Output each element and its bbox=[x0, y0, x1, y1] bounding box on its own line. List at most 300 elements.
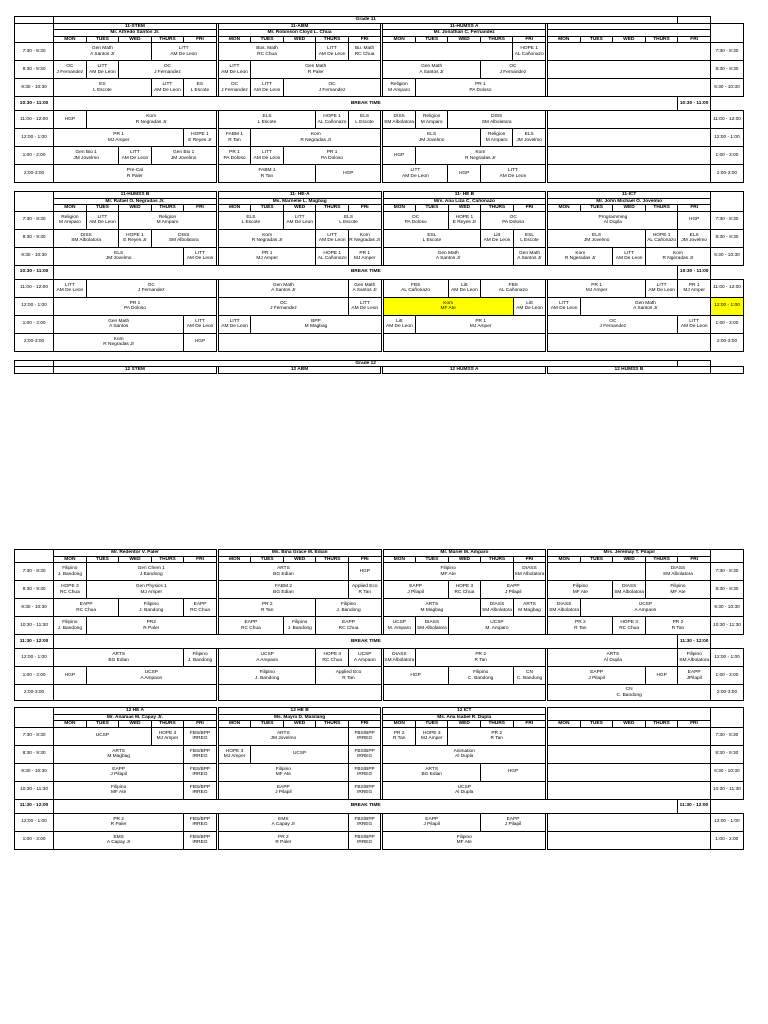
class-cell: OC PA Doloso bbox=[481, 211, 546, 229]
section-adviser: Ms. Ana Isabel R. Dupla bbox=[383, 714, 546, 721]
time-cell: 12:00 - 1:00 bbox=[15, 129, 54, 147]
day-header: FRI bbox=[678, 721, 711, 728]
time-cell: 10:30 - 11:00 bbox=[15, 97, 54, 111]
class-cell: Kom R Ngeradas Jr bbox=[548, 247, 613, 265]
day-header: MON bbox=[383, 36, 416, 43]
day-header: MON bbox=[218, 36, 251, 43]
break-time: BREAK TIME bbox=[54, 799, 678, 813]
class-cell: Religion M Amparo bbox=[480, 129, 513, 147]
day-header: FRI bbox=[513, 556, 546, 563]
day-header: THURS bbox=[645, 721, 678, 728]
class-cell: Gen Math A Santos Jr bbox=[218, 279, 348, 297]
class-cell: ARTS M Magbag bbox=[383, 599, 481, 617]
class-cell: ARTS BG Edian bbox=[383, 763, 481, 781]
class-cell: Kom R Negradas Jr bbox=[218, 229, 316, 247]
time-cell: 11:30 - 12:00 bbox=[678, 799, 711, 813]
day-header: THURS bbox=[151, 556, 184, 563]
section-name: 12 ICT bbox=[383, 708, 546, 715]
class-cell: Litt AM De Leon bbox=[513, 297, 546, 315]
class-cell: Gen Physics 1 MJ Amper bbox=[86, 581, 216, 599]
class-cell: LITT AM De Leon bbox=[480, 165, 545, 183]
class-cell: FBS/BPP IRREG bbox=[348, 831, 381, 849]
class-cell: UCSP A Ampaon bbox=[349, 649, 382, 667]
class-cell: HGP bbox=[383, 667, 448, 685]
class-cell: DIASS SM Albolatora bbox=[481, 599, 514, 617]
class-cell: Gen Math A Santos Jr bbox=[383, 61, 481, 79]
class-cell: ELS L Escote bbox=[316, 211, 381, 229]
class-cell: HOPE 1 AL Cañonazo bbox=[316, 247, 349, 265]
section-name: 11-ICT bbox=[548, 192, 711, 199]
time-cell: 11:30 - 12:00 bbox=[15, 799, 54, 813]
class-cell: LITT AM De Leon bbox=[86, 61, 119, 79]
class-cell: Religion M Amparo bbox=[54, 211, 87, 229]
class-cell: UCSP A Ampaon bbox=[86, 667, 216, 685]
time-cell: 1:00 - 2:00 bbox=[15, 667, 54, 685]
class-cell: Pre-Cal R Paler bbox=[54, 165, 217, 183]
time-cell: 11:00 - 12:00 bbox=[15, 279, 54, 297]
class-cell: LITT AM De Leon bbox=[348, 297, 381, 315]
section-adviser: Mr. John Michael O. Jovelmo bbox=[548, 198, 711, 205]
class-cell: Filipino J. Bandong bbox=[184, 649, 217, 667]
class-cell: Bu. Math RC Chua bbox=[348, 43, 381, 61]
time-cell: 10:30 - 11:30 bbox=[710, 617, 743, 635]
time-cell: 7:30 - 8:30 bbox=[15, 727, 54, 745]
day-header: MON bbox=[383, 556, 416, 563]
class-cell: Filipino MF Ate bbox=[383, 563, 513, 581]
class-cell: FBS/BPP IRREG bbox=[348, 745, 381, 763]
class-cell: PR 2 R Tan bbox=[218, 599, 316, 617]
day-header: THURS bbox=[645, 556, 678, 563]
section-adviser: Mr. Rafael O. Negradas Jr. bbox=[54, 198, 217, 205]
class-cell: LITT AM De Leon bbox=[151, 43, 216, 61]
class-cell: PR 1 MJ Amper bbox=[54, 129, 184, 147]
day-header: MON bbox=[218, 205, 251, 212]
time-cell: 9:30 - 10:30 bbox=[710, 247, 743, 265]
section-adviser: Mrs. Jeremay T. Pilapil bbox=[548, 550, 711, 557]
class-cell: FBS/BPP IRREG bbox=[184, 781, 217, 799]
day-header: THURS bbox=[151, 721, 184, 728]
class-cell: LITT AM De Leon bbox=[251, 79, 284, 97]
class-cell: OC J Fernandez bbox=[86, 279, 216, 297]
class-cell: EAPP RC Chua bbox=[316, 617, 381, 635]
class-cell: UCSP Al Dupla bbox=[383, 781, 546, 799]
section-adviser: Ms. Bina Grace M. Edian bbox=[218, 550, 381, 557]
day-header: WED bbox=[448, 205, 481, 212]
class-cell: HOPE 1 E Reyes Jr bbox=[184, 129, 217, 147]
class-cell: OC J Fernandez bbox=[119, 61, 217, 79]
class-cell: PR 2 R Tan bbox=[548, 617, 613, 635]
time-cell-highlighted: 12:00 - 1:00 bbox=[710, 297, 743, 315]
class-cell: EAPP J Pilapil bbox=[54, 763, 184, 781]
time-cell: 12:00 - 1:00 bbox=[15, 813, 54, 831]
class-cell: Gen Math A Santos Jr bbox=[54, 43, 152, 61]
grade12-schedule bbox=[14, 549, 744, 850]
section-name: 12 ABM bbox=[218, 367, 381, 374]
time-cell: 8:30 - 9:30 bbox=[15, 745, 54, 763]
day-header: TUES bbox=[416, 205, 449, 212]
time-cell: 8:30 - 9:30 bbox=[15, 581, 54, 599]
class-cell: EAPP J Pilapil bbox=[480, 813, 545, 831]
class-cell: DISS SM Albolatora bbox=[448, 111, 546, 129]
day-header: WED bbox=[448, 36, 481, 43]
day-header: WED bbox=[119, 556, 152, 563]
class-cell: PR2 R Paler bbox=[86, 617, 216, 635]
class-cell: HOPE 1 AL Cañonazo bbox=[513, 43, 546, 61]
day-header: WED bbox=[283, 205, 316, 212]
time-cell: 7:30 - 8:30 bbox=[710, 727, 743, 745]
class-cell: Gen Chem 1 J Bandong bbox=[86, 563, 216, 581]
class-cell: Kom R Negradas Jr bbox=[415, 147, 545, 165]
class-cell: FABM 2 BG Edian bbox=[218, 581, 348, 599]
class-cell: ES L Escote bbox=[54, 79, 152, 97]
break-time: BREAK TIME bbox=[54, 97, 678, 111]
time-cell: 8:30 - 9:30 bbox=[710, 61, 743, 79]
class-cell: PR 1 MJ Amper bbox=[218, 247, 316, 265]
time-cell: 2:00-3:00 bbox=[15, 333, 54, 351]
grade12-table-top bbox=[14, 549, 744, 701]
day-header: WED bbox=[283, 556, 316, 563]
section-adviser: Mr. Jonathan C. Fernandez bbox=[383, 30, 546, 37]
day-header: TUES bbox=[251, 721, 284, 728]
day-header: TUES bbox=[86, 36, 119, 43]
time-cell: 1:00 - 2:00 bbox=[710, 315, 743, 333]
class-cell: Applied Eco R Tan bbox=[349, 581, 382, 599]
time-cell: 9:30 - 10:30 bbox=[15, 763, 54, 781]
class-cell: PR 2 R Tan bbox=[383, 727, 416, 745]
class-cell: HGP bbox=[448, 165, 481, 183]
class-cell: ES L Escote bbox=[184, 79, 217, 97]
day-header: MON bbox=[548, 556, 581, 563]
day-header: MON bbox=[218, 556, 251, 563]
class-cell: DIASS SM Albolatora bbox=[383, 649, 416, 667]
class-cell: Gen Math A Santos Jr bbox=[348, 279, 381, 297]
class-cell: PR 1 MJ Amper bbox=[416, 315, 546, 333]
class-cell: ELS JM Jovelmo bbox=[383, 129, 481, 147]
class-cell: FBS AL Cañonazo bbox=[481, 279, 546, 297]
class-cell: DIASS SM Albolatora bbox=[548, 599, 581, 617]
class-cell: EAPP J Pilapil bbox=[481, 581, 546, 599]
class-cell: LITT AM De Leon bbox=[316, 229, 349, 247]
class-cell: Filipino MF Ate bbox=[383, 831, 546, 849]
grade12-title: Grade 12 bbox=[54, 360, 678, 367]
grade11-table-top bbox=[14, 16, 744, 183]
day-header: THURS bbox=[151, 36, 184, 43]
class-cell: LITT AM De Leon bbox=[218, 61, 251, 79]
class-cell: LITT AM De Leon bbox=[678, 315, 711, 333]
day-header: TUES bbox=[251, 556, 284, 563]
time-cell: 9:30 - 10:30 bbox=[15, 247, 54, 265]
time-cell: 10:30 - 11:00 bbox=[678, 97, 711, 111]
time-cell: 10:30 - 11:00 bbox=[678, 265, 711, 279]
day-header: TUES bbox=[416, 556, 449, 563]
class-cell: FBS/BPP IRREG bbox=[348, 727, 381, 745]
time-cell: 2:00-3:00 bbox=[710, 333, 743, 351]
class-cell: LITT AM De Leon bbox=[184, 247, 217, 265]
class-cell: DIASS SM Albolatora bbox=[613, 581, 646, 599]
section-adviser: Mr. Alfredo Santos Jr. bbox=[54, 30, 217, 37]
day-header: WED bbox=[283, 721, 316, 728]
class-cell: PR 2 R Tan bbox=[448, 727, 546, 745]
day-header: TUES bbox=[580, 556, 613, 563]
class-cell: HOPE 3 RC Chua bbox=[613, 617, 646, 635]
day-header: MON bbox=[383, 721, 416, 728]
day-header: TUES bbox=[86, 721, 119, 728]
class-cell: HGP bbox=[54, 111, 87, 129]
class-cell: Religion M Amparo bbox=[119, 211, 217, 229]
class-cell: CN C. Bandong bbox=[513, 667, 546, 685]
day-header: FRI bbox=[348, 36, 381, 43]
day-header: FRI bbox=[184, 205, 217, 212]
class-cell: DISS SM Albolatora bbox=[54, 229, 119, 247]
class-cell: Filipino J. Bandong bbox=[218, 667, 316, 685]
class-cell: FBS AL Cañonazo bbox=[383, 279, 448, 297]
time-cell: 8:30 - 9:30 bbox=[710, 745, 743, 763]
class-cell: ARTS BG Edian bbox=[54, 649, 184, 667]
class-cell: LITT AM De Leon bbox=[645, 279, 678, 297]
class-cell: Filipino J. Bandong bbox=[119, 599, 184, 617]
class-cell: Kom R Negradas Jr bbox=[86, 111, 216, 129]
time-cell: 11:00 - 12:00 bbox=[710, 279, 743, 297]
section-name: 12 HUMSS A bbox=[383, 367, 546, 374]
class-cell: Kom R Ngeradas Jr bbox=[645, 247, 710, 265]
class-cell: HGP bbox=[54, 667, 87, 685]
time-cell: 11:30 - 12:00 bbox=[15, 635, 54, 649]
day-header: MON bbox=[54, 721, 87, 728]
class-cell: PR 2 R Paler bbox=[54, 813, 184, 831]
class-cell: Kom R Negradas Jr bbox=[251, 129, 381, 147]
class-cell: FBS/BPP IRREG bbox=[348, 763, 381, 781]
time-cell: 11:00 - 12:00 bbox=[15, 111, 54, 129]
day-header: FRI bbox=[513, 721, 546, 728]
class-cell: EAPP JPilapil bbox=[678, 667, 711, 685]
time-cell: 1:00 - 2:00 bbox=[15, 147, 54, 165]
class-cell: Gen Bio 1 JM Jovelmo bbox=[151, 147, 216, 165]
day-header: FRI bbox=[513, 205, 546, 212]
class-cell: HGP bbox=[383, 147, 416, 165]
class-cell: BPP M Magbag bbox=[251, 315, 381, 333]
class-cell: LITT AM De Leon bbox=[86, 211, 119, 229]
class-cell: HOPE 3 RC Chua bbox=[448, 581, 481, 599]
day-header: MON bbox=[547, 36, 580, 43]
day-header: TUES bbox=[86, 556, 119, 563]
day-header: WED bbox=[613, 556, 646, 563]
time-cell: 9:30 - 10:30 bbox=[15, 599, 54, 617]
time-cell: 8:30 - 9:30 bbox=[710, 581, 743, 599]
time-cell: 12:00 - 1:00 bbox=[710, 129, 743, 147]
class-cell: PR 1 PA Doloso bbox=[283, 147, 381, 165]
section-name: 11-HUMSS A bbox=[383, 23, 546, 30]
class-cell: OC J Fernandez bbox=[283, 79, 381, 97]
time-cell: 8:30 - 9:30 bbox=[15, 229, 54, 247]
class-cell: Filipino J. Bandong bbox=[54, 563, 87, 581]
time-cell: 1:00 - 2:00 bbox=[710, 147, 743, 165]
time-cell: 12:00 - 1:00 bbox=[710, 649, 743, 667]
class-cell: Gen Math A Santos bbox=[54, 315, 184, 333]
class-cell: ARTS M Magbag bbox=[513, 599, 546, 617]
class-cell: Litt AM De Leon bbox=[481, 229, 514, 247]
class-cell: Programming Al Dupla bbox=[548, 211, 678, 229]
class-cell: DIASS SM Albolatora bbox=[645, 563, 710, 581]
class-cell: HOPE 1 AL Cañonazo bbox=[316, 111, 349, 129]
class-cell: Religion M Amparo bbox=[415, 111, 448, 129]
time-cell: 2:00-3:00 bbox=[710, 165, 743, 183]
day-header: TUES bbox=[580, 36, 613, 43]
time-cell: 1:00 - 2:00 bbox=[710, 831, 743, 849]
section-adviser: Mr. Robinson Cloyd L. Chua bbox=[218, 30, 381, 37]
time-cell: 7:30 - 8:30 bbox=[710, 563, 743, 581]
section-adviser: Mr. Mariel M. Amparo bbox=[383, 550, 546, 557]
class-cell: OC PA Doloso bbox=[383, 211, 448, 229]
class-cell: LITT AM De Leon bbox=[54, 279, 87, 297]
time-cell: 8:30 - 9:30 bbox=[15, 61, 54, 79]
day-header: THURS bbox=[316, 721, 349, 728]
day-header: WED bbox=[613, 36, 646, 43]
day-header: THURS bbox=[645, 205, 678, 212]
time-cell: 1:00 - 2:00 bbox=[710, 667, 743, 685]
class-cell: ELS L Escote bbox=[348, 111, 381, 129]
break-time: BREAK TIME bbox=[54, 265, 678, 279]
class-cell: Filipino C. Bandong bbox=[448, 667, 513, 685]
class-cell: ARTS M Magbag bbox=[54, 745, 184, 763]
time-cell: 10:30 - 11:30 bbox=[15, 781, 54, 799]
class-cell: ARTS JM Jovelmo bbox=[218, 727, 348, 745]
class-cell: PR 2 R Paler bbox=[218, 831, 348, 849]
time-cell: 1:00 - 2:00 bbox=[15, 315, 54, 333]
day-header: MON bbox=[383, 205, 416, 212]
class-cell: HOPE 3 MJ Amper bbox=[415, 727, 448, 745]
class-cell: DISS SM Albolatora bbox=[383, 111, 416, 129]
class-cell: FBS/BPP IRREG bbox=[184, 831, 217, 849]
section-name: 11-HUMSS B bbox=[54, 192, 217, 199]
class-cell: LITT AM De Leon bbox=[184, 315, 217, 333]
class-cell: EAPP RC Chua bbox=[218, 617, 283, 635]
time-cell: 2:00-3:00 bbox=[15, 685, 54, 701]
time-cell: 10:30 - 11:30 bbox=[15, 617, 54, 635]
class-cell: Filipino MF Ate bbox=[548, 581, 613, 599]
class-cell: HOPE 3 RC Chua bbox=[54, 581, 87, 599]
class-cell: ELS L Escote bbox=[218, 111, 316, 129]
day-header: MON bbox=[218, 721, 251, 728]
class-cell: Litt AM De Leon bbox=[448, 279, 481, 297]
day-header: WED bbox=[613, 721, 646, 728]
class-cell: Filipino SM Albolatora bbox=[678, 649, 711, 667]
time-cell: 7:30 - 8:30 bbox=[710, 43, 743, 61]
class-cell: OC J Fernandez bbox=[54, 61, 87, 79]
day-header: FRI bbox=[678, 556, 711, 563]
class-cell: OC J Fernandez bbox=[218, 79, 251, 97]
grade12-table-bottom bbox=[14, 707, 744, 850]
time-cell: 7:30 - 8:30 bbox=[15, 43, 54, 61]
day-header: TUES bbox=[580, 205, 613, 212]
day-header: MON bbox=[54, 556, 87, 563]
day-header: MON bbox=[54, 205, 87, 212]
section-name: 12 HE B bbox=[218, 708, 381, 715]
class-cell: ELS JM Jovelmo bbox=[54, 247, 184, 265]
class-cell: UCSP M. Amparo bbox=[448, 617, 546, 635]
class-cell: UCSP M. Amparo bbox=[383, 617, 416, 635]
class-cell: Kom R Negradas Jr bbox=[54, 333, 184, 351]
section-name: 12 STEM bbox=[54, 367, 217, 374]
time-cell: 7:30 - 8:30 bbox=[15, 211, 54, 229]
class-cell: EMS A Capay Jr bbox=[218, 813, 348, 831]
class-cell: LITT AM De Leon bbox=[283, 211, 316, 229]
time-cell: 9:30 - 10:30 bbox=[15, 79, 54, 97]
class-cell: Filipino MF Ate bbox=[218, 763, 348, 781]
class-cell: PR 1 PA Doloso bbox=[54, 297, 217, 315]
class-cell: FABM 1 R Tan bbox=[218, 165, 316, 183]
class-cell: EAPP J Pilapil bbox=[548, 667, 646, 685]
day-header: THURS bbox=[151, 205, 184, 212]
day-header: WED bbox=[283, 36, 316, 43]
class-cell: PR 1 PA Doloso bbox=[415, 79, 545, 97]
time-cell: 9:30 - 10:30 bbox=[710, 79, 743, 97]
day-header: WED bbox=[613, 205, 646, 212]
day-header: MON bbox=[548, 721, 581, 728]
class-cell: ELS JM Jovelmo bbox=[548, 229, 646, 247]
section-name: 12 HE A bbox=[54, 708, 217, 715]
class-cell: Bus. Math RC Chua bbox=[218, 43, 316, 61]
day-header: THURS bbox=[481, 205, 514, 212]
day-header: TUES bbox=[580, 721, 613, 728]
class-cell: Gen Math R Paler bbox=[251, 61, 381, 79]
day-header: FRI bbox=[184, 556, 217, 563]
class-cell bbox=[383, 43, 513, 61]
class-cell: UCSP bbox=[251, 745, 349, 763]
class-cell: Litt AM De Leon bbox=[383, 315, 416, 333]
section-name: 11-ABM bbox=[218, 23, 381, 30]
class-cell: FBS/BPP IRREG bbox=[184, 727, 217, 745]
class-cell: ARTS BG Edian bbox=[218, 563, 348, 581]
class-cell: PR 1 MJ Amper bbox=[678, 279, 711, 297]
time-cell: 9:30 - 10:30 bbox=[710, 599, 743, 617]
class-cell: EAPP J Pilapil bbox=[218, 781, 348, 799]
day-header: FRI bbox=[678, 36, 711, 43]
class-cell: FBS/BPP IRREG bbox=[348, 813, 381, 831]
class-cell: HGP bbox=[316, 165, 381, 183]
time-cell: 12:00 - 1:00 bbox=[710, 813, 743, 831]
grade11-title: Grade 11 bbox=[54, 17, 678, 24]
day-header: TUES bbox=[86, 205, 119, 212]
class-cell: ELS JM Jovelmo bbox=[513, 129, 546, 147]
grade11-schedule bbox=[14, 16, 744, 374]
time-cell: 1:00 - 2:00 bbox=[15, 831, 54, 849]
class-cell: DISS SM Albolatora bbox=[151, 229, 216, 247]
grade11-table-bottom bbox=[14, 191, 744, 352]
day-header: WED bbox=[119, 36, 152, 43]
day-header: WED bbox=[448, 556, 481, 563]
time-cell: 12:00 - 1:00 bbox=[15, 649, 54, 667]
class-cell: HGP bbox=[184, 333, 217, 351]
day-header: MON bbox=[54, 36, 87, 43]
class-cell: FABM 1 R Tan bbox=[218, 129, 251, 147]
class-cell: LITT AM De Leon bbox=[383, 165, 448, 183]
class-cell: LITT AM De Leon bbox=[151, 79, 184, 97]
day-header: WED bbox=[119, 205, 152, 212]
section-adviser: Ms. Mayra D. Masilang bbox=[218, 714, 381, 721]
day-header: WED bbox=[448, 721, 481, 728]
day-header: FRI bbox=[348, 205, 381, 212]
class-cell: LITT AM De Leon bbox=[119, 147, 152, 165]
class-cell: LITT AM De Leon bbox=[251, 147, 284, 165]
time-cell: 11:00 - 12:00 bbox=[710, 111, 743, 129]
day-header: FRI bbox=[348, 721, 381, 728]
class-cell: HOPE 3 RC Chua bbox=[316, 649, 349, 667]
time-cell: 12:00 - 1:00 bbox=[15, 297, 54, 315]
class-cell: HGP bbox=[349, 563, 382, 581]
time-cell: 11:30 - 12:00 bbox=[678, 635, 711, 649]
section-name: 11- HE B bbox=[383, 192, 546, 199]
class-cell: EMS A Capay Jr bbox=[54, 831, 184, 849]
